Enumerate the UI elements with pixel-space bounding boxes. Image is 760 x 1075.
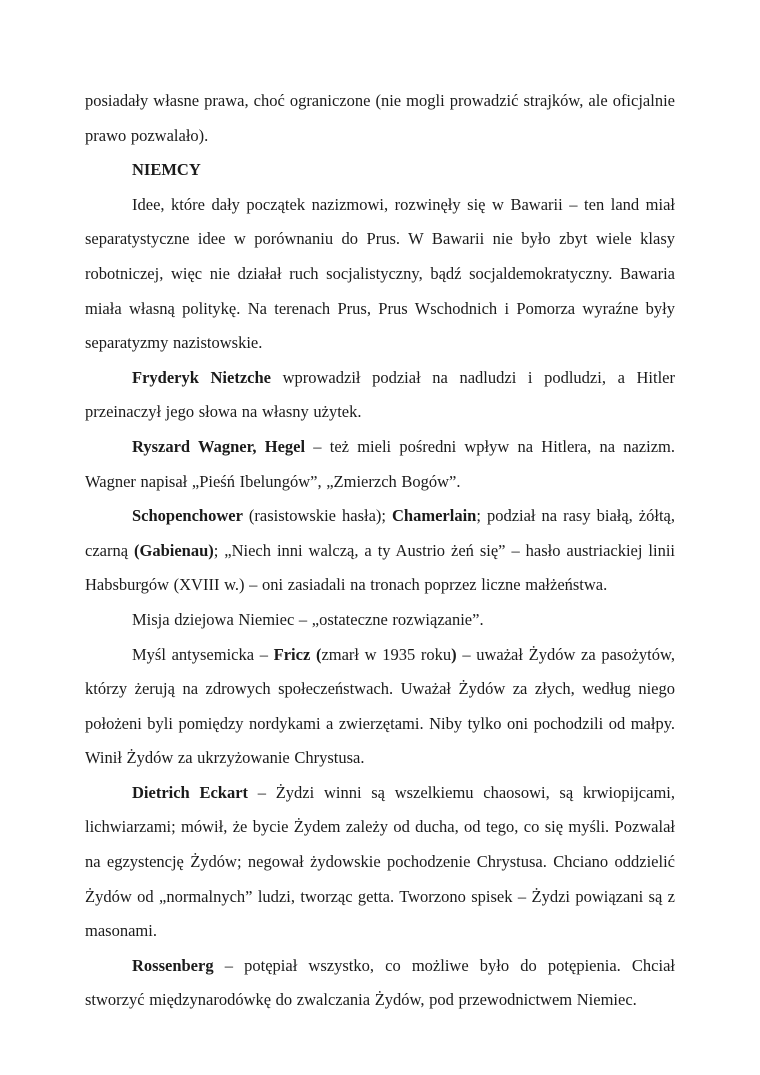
bold-text-run: Ryszard Wagner, Hegel [132, 436, 306, 456]
text-run: Idee, które dały początek nazizmowi, rozwinęły się w Bawarii – ten land miał separatystyczne idee w porównaniu do Prus. W Bawarii nie było zbyt wiele klasy robotniczej, więc nie działał ruch socjalistyczny, bądź socjaldemokratyczny. Bawaria miała własną politykę. Na terenach Prus, Prus Wschodnich i Pomorza wyraźne były separatyzmy nazistowskie. [85, 194, 675, 353]
paragraph [85, 603, 675, 638]
paragraph [85, 361, 675, 430]
bold-text-run: Dietrich Eckart [132, 782, 249, 802]
paragraph [85, 776, 675, 949]
text-run: – potępiał wszystko, co możliwe było do potępienia. Chciał stworzyć międzynarodówkę do zwalczania Żydów, pod przewodnictwem Niemiec. [85, 955, 675, 1010]
text-run: Misja dziejowa Niemiec – „ostateczne rozwiązanie”. [132, 609, 484, 629]
text-run: posiadały własne prawa, choć ograniczone (nie mogli prowadzić strajków, ale oficjalnie prawo pozwalało). [85, 91, 675, 145]
text-run: Myśl antysemicka – [132, 644, 274, 664]
paragraph [85, 153, 675, 188]
text-run: ; „Niech inni walczą, a ty Austrio żeń się” – hasło austriackiej linii Habsburgów (XVIII w.) – oni zasiadali na tronach poprzez liczne małżeństwa. [85, 540, 675, 595]
bold-text-run: Fryderyk Nietzche [132, 367, 271, 387]
bold-text-run: ) [451, 644, 457, 664]
text-run: (rasistowskie hasła); [242, 506, 393, 526]
text-run: – uważał Żydów za pasożytów, którzy żerują na zdrowych społeczeństwach. Uważał Żydów za złych, według niego położeni byli pomiędzy nordykami a zwierzętami. Niby tylko oni pochodzili od małpy. Winił Żydów za ukrzyżowanie Chrystusa. [85, 644, 675, 768]
paragraph [85, 949, 675, 1018]
bold-text-run: Rossenberg [132, 955, 214, 975]
bold-text-run: Schopenchower [132, 506, 243, 526]
document-body [85, 84, 675, 1018]
paragraph [85, 430, 675, 499]
bold-text-run: Chamerlain [392, 506, 477, 526]
paragraph [85, 638, 675, 776]
text-run: ; podział na rasy białą, żółtą, czarną [85, 506, 676, 560]
paragraph [85, 188, 675, 361]
text-run: zmarł w 1935 roku [321, 644, 452, 664]
text-run: – też mieli pośredni wpływ na Hitlera, na nazizm. Wagner napisał „Pieśń Ibelungów”, „Zmierzch Bogów”. [85, 436, 675, 491]
bold-text-run: NIEMCY [132, 160, 201, 180]
paragraph [85, 84, 675, 153]
bold-text-run: Fricz ( [273, 644, 322, 664]
paragraph [85, 499, 675, 603]
bold-text-run: (Gabienau) [133, 540, 214, 560]
text-run: wprowadził podział na nadludzi i podludzi, a Hitler przeinaczył jego słowa na własny użytek. [85, 367, 675, 422]
text-run: – Żydzi winni są wszelkiemu chaosowi, są krwiopijcami, lichwiarzami; mówił, że bycie Żydem zależy od ducha, od tego, co się myśli. Pozwalał na egzystencję Żydów; negował żydowskie pochodzenie Chrystusa. Chciano oddzielić Żydów od „normalnych” ludzi, tworząc getta. Tworzono spisek – Żydzi powiązani są z masonami. [85, 782, 675, 941]
